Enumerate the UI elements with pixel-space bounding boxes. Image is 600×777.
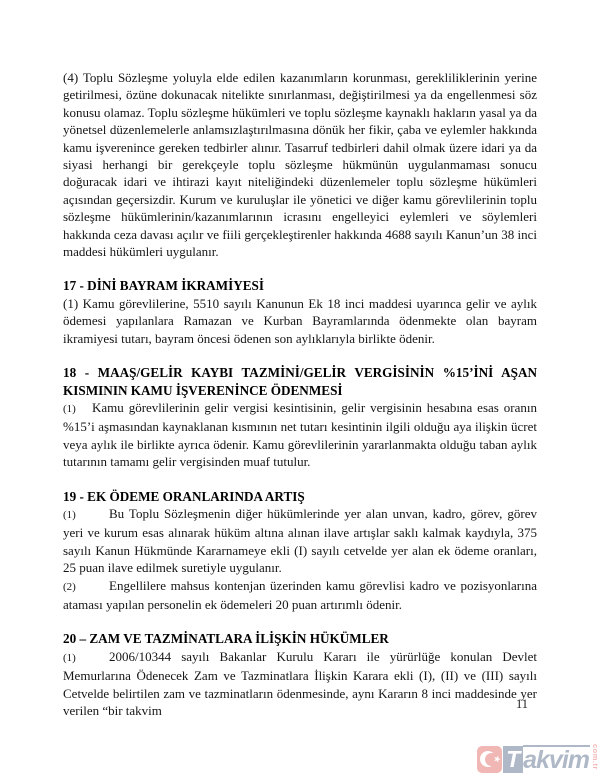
section-20-heading: 20 – ZAM VE TAZMİNATLARA İLİŞKİN HÜKÜMLER [63,631,389,647]
section-19-paragraph-1 [63,505,537,577]
clause-text: Bu Toplu Sözleşmenin diğer hükümlerinde yer alan unvan, kadro, görev, görev yeri ve kurum esas alınarak hüküm altına alınan ilave artışlar saklı kalmak kaydıyla, 375 sayılı Kanun Hükmünde Kararnameye ekli (I) sayılı cetvelde yer alan ek ödeme oranları, 25 puan ilave edilmek suretiyle uygulanır. [63,505,537,576]
page-number: 11 [515,697,528,711]
clause-marker: (2) [63,580,76,593]
section-18-heading [63,364,537,399]
takvim-logo-t: T [503,746,523,773]
takvim-domain-suffix: com.tr [591,744,600,770]
clause-text: Kamu görevlilerinin gelir vergisi kesintisinin, gelir vergisinin hesabına esas oranın %15’i aşmasından kaynaklanan kısmının net tutarı kesintinin ilgili olduğu aya ilişkin ücret veya aylık ile birlikte ayrıca ödenir. Kamu görevlilerinin yararlanmakta olduğu taban aylık tutarının tamamı gelir vergisinden muaf tutulur. [63,399,537,470]
star-glyph: ★ [491,752,503,765]
clause-marker: (1) [63,402,76,415]
clause-marker: (1) [63,295,79,311]
crescent-star-icon [477,746,502,773]
section-19-paragraph-2 [63,577,537,614]
takvim-logo-text: akvim [523,745,589,774]
clause-text: Kamu görevlilerine, 5510 sayılı Kanunun Ek 18 inci maddesi uyarınca gelir ve aylık ödemesi yapılanlara Ramazan ve Kurban Bayramlarında ödenmekte olan bayram ikramiyesi tutarı, bayram öncesi ödenen son aylıklarıyla birlikte ödenir. [63,295,537,346]
section-17-paragraph-1 [63,295,537,347]
clause-marker: (1) [63,508,76,521]
section-18 [63,364,537,470]
paragraph-clause-4: (4) Toplu Sözleşme yoluyla elde edilen kazanımların korunması, gerekliliklerinin yerine getirilmesi, özüne dokunacak nitelikte sınırlanması, değiştirilmesi ya da engellenmesi söz konusu olamaz. Toplu sözleşme hükümleri ve toplu sözleşme kaynaklı hakların yasal ya da yönetsel düzenlemelerle anlamsızlaştırılmasına dönük her fikir, çaba ve eylemler hakkında kamu işverenince gereken tedbirler alınır. Tasarruf tedbirleri dahil olmak üzere idari ya da siyasi herhangi bir gerekçeyle toplu sözleşme hükmünün uygulanmaması sonucu doğuracak idari ve ihtirazi kayıt niteliğindeki düzenlemeler toplu sözleşme hükümleri açısından geçersizdir. Kurum ve kuruluşlar ile yönetici ve diğer kamu görevlilerinin toplu sözleşme hükümlerinin/kazanımlarının icrasını engelleyici eylemleri ve söylemleri hakkında ceza davası açılır ve fiili gerçekleştirenler hakkında 4688 sayılı Kanun’un 38 inci maddesi hükümleri uygulanır. [63,70,537,260]
section-17-heading: 17 - DİNİ BAYRAM İKRAMİYESİ [63,278,265,294]
clause-marker: (1) [63,651,76,664]
takvim-watermark [477,742,600,776]
clause-text: Engellilere mahsus kontenjan üzerinden kamu görevlisi kadro ve pozisyonlarına ataması yapılan personelin ek ödemeleri 20 puan artırımlı ödenir. [63,577,537,612]
section-18-heading-line1: 18 - MAAŞ/GELİR KAYBI TAZMİNİ/GELİR VERGİSİNİN %15’İNİ AŞAN [63,365,537,381]
section-20-paragraph-1 [63,648,537,720]
section-19 [63,488,537,614]
clause-text: 2006/10344 sayılı Bakanlar Kurulu Kararı ile yürürlüğe konulan Devlet Memurlarına Ödenecek Zam ve Tazminatlara İlişkin Karara ekli (I), (II) ve (III) sayılı Cetvelde belirtilen zam ve tazminatların ödenmesinde, aynı Kararın 8 inci maddesinde yer verilen “bir takvim [63,648,537,718]
section-20 [63,630,537,719]
section-19-heading: 19 - EK ÖDEME ORANLARINDA ARTIŞ [63,488,305,504]
section-17 [63,277,537,347]
section-18-heading-line2: KISMININ KAMU İŞVERENİNCE ÖDENMESİ [63,382,343,398]
section-18-paragraph-1 [63,399,537,471]
